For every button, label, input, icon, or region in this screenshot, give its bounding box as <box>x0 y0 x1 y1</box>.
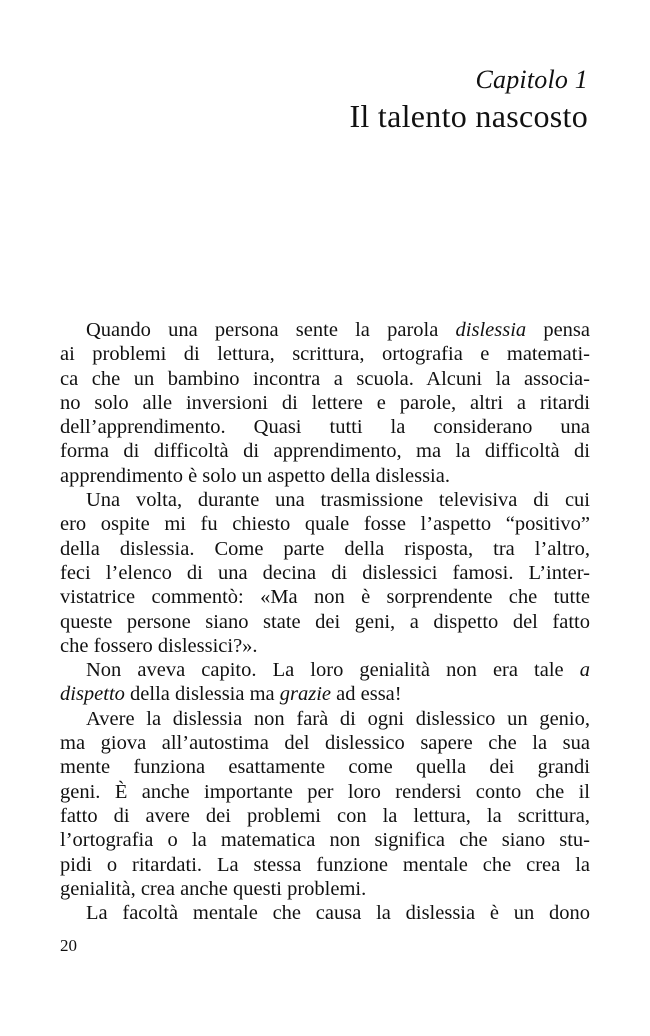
text-line <box>60 707 590 731</box>
text-segment: Quando una persona sente la parola <box>86 319 456 341</box>
text-line <box>60 464 590 488</box>
text-segment: della dislessia ma <box>124 683 280 706</box>
text-line <box>60 512 590 536</box>
text-segment: apprendimento è solo un aspetto della dislessia. <box>60 464 450 487</box>
text-segment: ad essa! <box>331 683 402 706</box>
text-segment: geni. È anche importante per loro rendersi conto che il <box>60 780 590 803</box>
italic-segment: dispetto <box>60 683 125 706</box>
page-number: 20 <box>60 936 77 955</box>
text-segment: pensa <box>526 319 591 341</box>
text-line <box>60 755 590 779</box>
body-text <box>60 318 590 925</box>
text-segment: vistatrice commentò: «Ma non è sorprendente che tutte <box>60 586 590 609</box>
text-segment: ai problemi di lettura, scrittura, ortografia e matemati- <box>60 343 590 366</box>
text-segment: l’ortografia o la matematica non significa che siano stu- <box>60 829 590 852</box>
text-line <box>60 901 590 925</box>
text-line <box>60 853 590 877</box>
text-segment: La facoltà mentale che causa la dislessia è un dono <box>86 902 590 925</box>
text-segment: genialità, crea anche questi problemi. <box>60 877 367 900</box>
text-segment: Avere la dislessia non farà di ogni dislessico un genio, <box>86 707 590 730</box>
italic-segment: a <box>579 659 590 682</box>
text-line <box>60 367 590 391</box>
text-segment: della dislessia. Come parte della risposta, tra l’altro, <box>60 537 590 560</box>
text-line <box>60 342 590 366</box>
text-segment: dell’apprendimento. Quasi tutti la considerano una <box>60 416 590 439</box>
text-segment: forma di difficoltà di apprendimento, ma la difficoltà di <box>60 440 590 463</box>
text-line <box>60 877 590 901</box>
text-segment: fatto di avere dei problemi con la lettura, la scrittura, <box>60 804 590 827</box>
text-segment: no solo alle inversioni di lettere e parole, altri a ritardi <box>60 391 590 414</box>
text-line <box>60 415 590 439</box>
text-line <box>60 391 590 415</box>
text-segment: Una volta, durante una trasmissione televisiva di cui <box>86 489 590 512</box>
text-line <box>60 828 590 852</box>
text-line <box>60 537 590 561</box>
text-segment: che fossero dislessici?». <box>60 634 258 657</box>
text-line <box>60 804 590 828</box>
text-segment: ca che un bambino incontra a scuola. Alcuni la associa- <box>60 367 590 390</box>
text-segment: mente funziona esattamente come quella dei grandi <box>60 756 590 779</box>
text-line <box>60 682 590 706</box>
text-segment: pidi o ritardati. La stessa funzione mentale che crea la <box>60 853 590 876</box>
text-line <box>60 634 590 658</box>
text-line <box>60 610 590 634</box>
text-line <box>60 585 590 609</box>
text-line <box>60 658 590 682</box>
chapter-heading <box>349 64 588 134</box>
text-line <box>60 488 590 512</box>
chapter-label: Capitolo 1 <box>475 65 588 94</box>
text-line <box>60 439 590 463</box>
text-segment: Non aveva capito. La loro genialità non era tale <box>86 659 580 682</box>
chapter-title: Il talento nascosto <box>349 98 588 134</box>
text-segment: ero ospite mi fu chiesto quale fosse l’aspetto “positivo” <box>60 513 590 536</box>
text-segment: feci l’elenco di una decina di dislessici famosi. L’inter- <box>60 561 590 584</box>
italic-segment: grazie <box>279 683 332 706</box>
text-line <box>60 780 590 804</box>
text-segment: ma giova all’autostima del dislessico sapere che la sua <box>60 732 590 755</box>
text-line <box>60 561 590 585</box>
italic-segment: dislessia <box>455 319 527 341</box>
text-segment: queste persone siano state dei geni, a dispetto del fatto <box>60 610 590 633</box>
text-line <box>60 731 590 755</box>
text-line <box>60 318 590 342</box>
